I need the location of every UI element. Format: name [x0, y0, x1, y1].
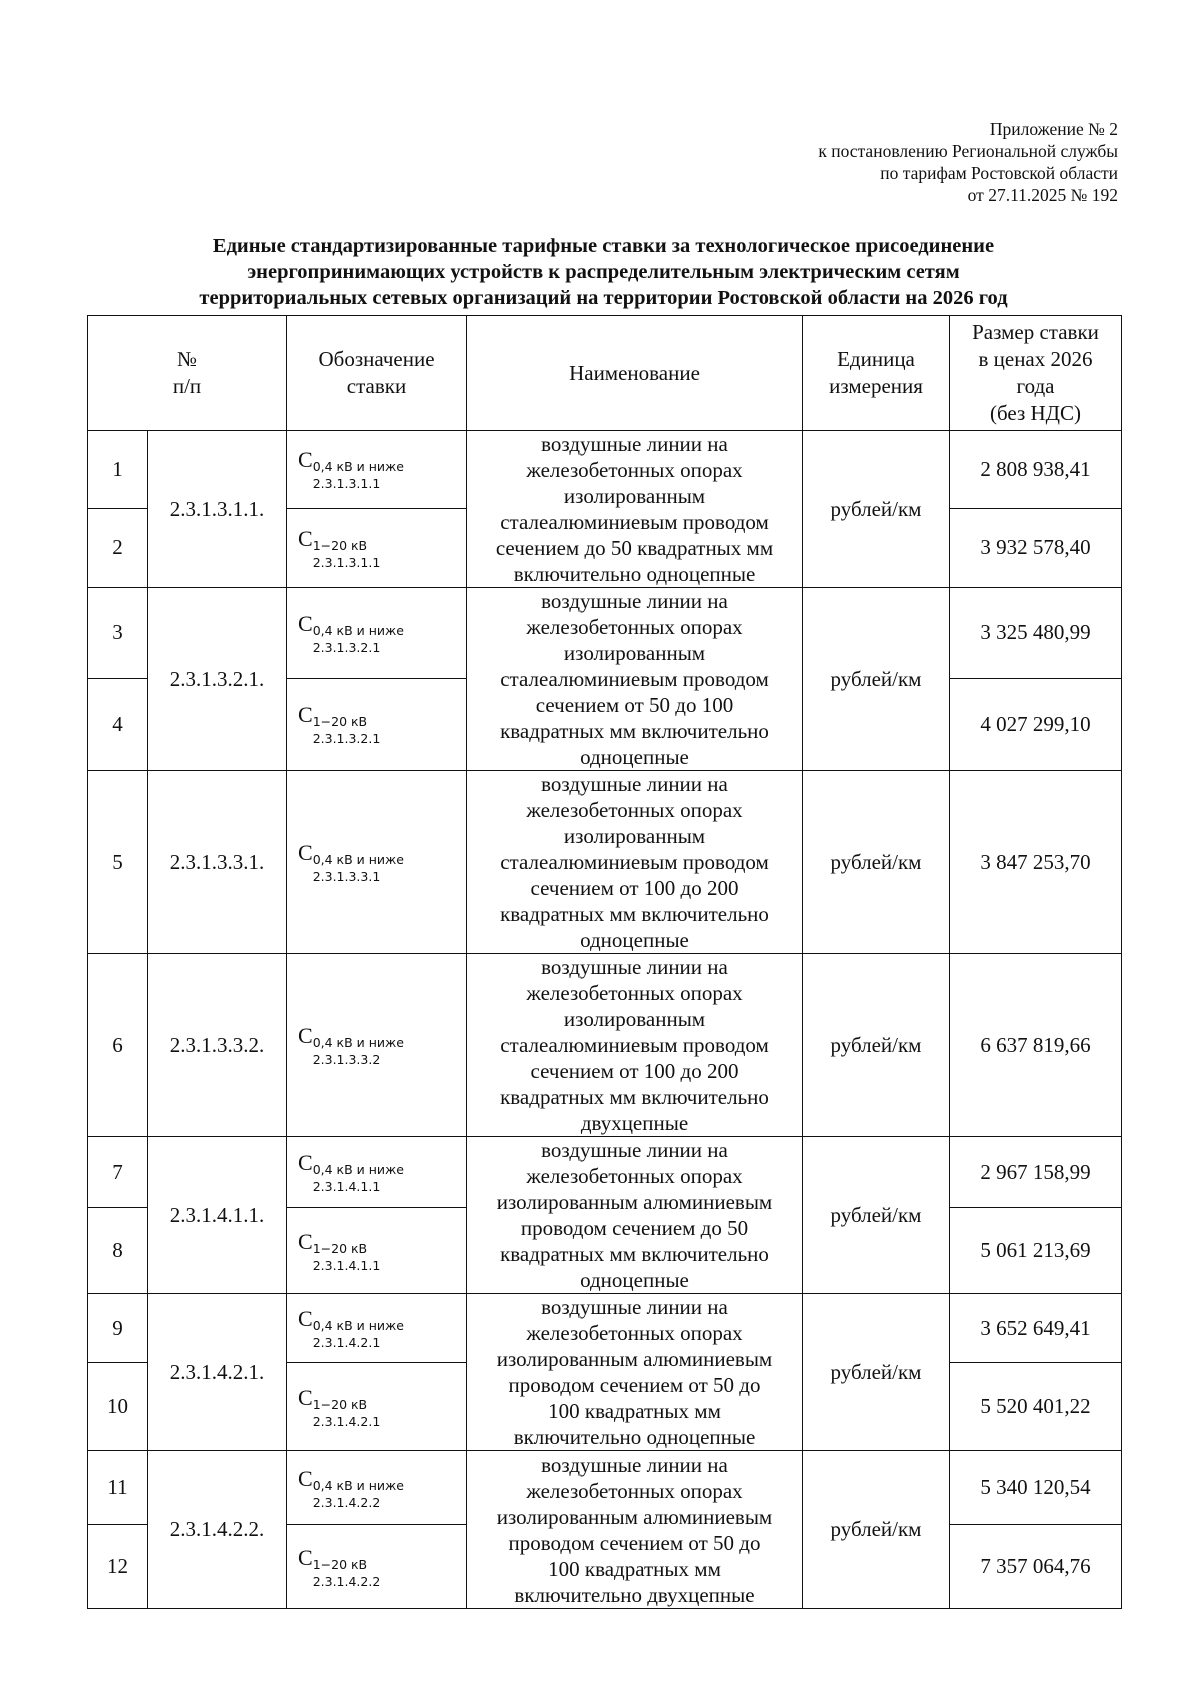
rate-name-line: сечением от 100 до 200 [530, 1059, 739, 1083]
rate-name-line: проводом сечением до 50 [520, 1216, 749, 1240]
rate-name-line: 100 квадратных мм [548, 1399, 721, 1423]
symbol-subscript: 2.3.1.3.1.1 [312, 476, 381, 492]
header-name: Наименование [467, 316, 803, 431]
rate-symbol [287, 1363, 467, 1451]
rate-name-line: сечением от 100 до 200 [530, 876, 739, 900]
appendix-line: к постановлению Региональной службы [818, 141, 1118, 161]
rate-value: 5 061 213,69 [950, 1208, 1122, 1294]
table-row [88, 1451, 1122, 1525]
rate-name-line: воздушные линии на [541, 1295, 728, 1319]
rate-name-line: воздушные линии на [541, 1138, 728, 1162]
rate-name [467, 954, 803, 1137]
rate-name [467, 1451, 803, 1609]
document-title [87, 233, 1120, 311]
rate-symbol [287, 678, 467, 770]
rate-name [467, 1294, 803, 1451]
unit-of-measure: рублей/км [803, 771, 950, 954]
title-line: территориальных сетевых организаций на территории Ростовской области на 2026 год [199, 287, 1008, 309]
rate-symbol [287, 771, 467, 954]
symbol-superscript: 0,4 кВ и ниже [312, 1035, 404, 1050]
symbol-subscript: 2.3.1.4.1.1 [312, 1179, 381, 1195]
rate-name-line: сталеалюминиевым проводом [500, 510, 769, 534]
row-number: 5 [88, 771, 148, 954]
rate-name-line: воздушные линии на [541, 589, 728, 613]
rate-name-line: сечением от 50 до 100 [535, 693, 734, 717]
rate-name-line: сталеалюминиевым проводом [500, 850, 769, 874]
title-line: энергопринимающих устройств к распределительным электрическим сетям [247, 261, 960, 283]
rate-name-line: железобетонных опорах [526, 1164, 743, 1188]
rate-name-line: изолированным [563, 641, 706, 665]
symbol-subscript: 2.3.1.3.3.1 [312, 869, 381, 884]
rate-name-line: проводом сечением от 50 до [508, 1530, 761, 1555]
symbol-letter: C [298, 610, 313, 636]
unit-of-measure: рублей/км [803, 431, 950, 588]
rate-name [467, 771, 803, 954]
rate-name-line: включительно одноцепные [513, 562, 756, 586]
symbol-subscript: 2.3.1.3.3.2 [312, 1052, 381, 1067]
rate-value: 5 520 401,22 [950, 1363, 1122, 1451]
rate-name-line: изолированным [563, 824, 706, 848]
rate-name [467, 588, 803, 771]
rate-name-line: 100 квадратных мм [548, 1556, 721, 1581]
rate-value: 2 967 158,99 [950, 1137, 1122, 1208]
header-number: № п/п [88, 316, 287, 431]
unit-of-measure: рублей/км [803, 1137, 950, 1294]
rate-value: 3 847 253,70 [950, 771, 1122, 954]
row-number: 2 [88, 508, 148, 587]
symbol-letter: C [298, 1228, 313, 1254]
symbol-superscript: 0,4 кВ и ниже [312, 1318, 404, 1334]
unit-of-measure: рублей/км [803, 1451, 950, 1609]
rate-value: 6 637 819,66 [950, 954, 1122, 1137]
rate-symbol [287, 508, 467, 587]
rate-name-line: воздушные линии на [541, 432, 728, 456]
symbol-superscript: 0,4 кВ и ниже [312, 1477, 404, 1493]
appendix-line: от 27.11.2025 № 192 [967, 185, 1118, 205]
row-number: 1 [88, 431, 148, 509]
rate-name-line: воздушные линии на [541, 1452, 728, 1477]
tariff-rates-table [87, 315, 1122, 1609]
row-number: 6 [88, 954, 148, 1137]
row-number: 11 [88, 1451, 148, 1525]
rate-name-line: квадратных мм включительно [500, 902, 769, 926]
rate-name-line: включительно одноцепные [513, 1425, 756, 1449]
rate-name-line: сталеалюминиевым проводом [500, 1033, 769, 1057]
symbol-letter: C [298, 1465, 313, 1491]
rate-value: 5 340 120,54 [950, 1451, 1122, 1525]
symbol-superscript: 1−20 кВ [312, 1396, 368, 1412]
symbol-letter: C [298, 840, 313, 865]
row-number: 8 [88, 1208, 148, 1294]
rate-name-line: квадратных мм включительно [500, 719, 769, 743]
symbol-letter: C [298, 447, 313, 473]
symbol-superscript: 1−20 кВ [312, 1556, 368, 1572]
table-row [88, 1137, 1122, 1208]
symbol-letter: C [298, 525, 313, 551]
rate-value: 7 357 064,76 [950, 1525, 1122, 1609]
table-row [88, 1294, 1122, 1363]
symbol-superscript: 0,4 кВ и ниже [312, 852, 404, 867]
appendix-reference [818, 118, 1118, 206]
symbol-superscript: 0,4 кВ и ниже [312, 1162, 404, 1178]
rate-value: 4 027 299,10 [950, 678, 1122, 770]
symbol-letter: C [298, 1306, 313, 1332]
symbol-subscript: 2.3.1.4.2.2 [312, 1494, 381, 1510]
rate-code: 2.3.1.3.3.1. [148, 771, 287, 954]
symbol-subscript: 2.3.1.4.2.1 [312, 1413, 381, 1429]
rate-code: 2.3.1.4.2.2. [148, 1451, 287, 1609]
row-number: 7 [88, 1137, 148, 1208]
rate-name-line: включительно двухцепные [514, 1582, 755, 1607]
rate-name-line: изолированным алюминиевым [496, 1190, 773, 1214]
header-rate: Размер ставки в ценах 2026 года (без НДС) [950, 316, 1122, 431]
rate-code: 2.3.1.4.2.1. [148, 1294, 287, 1451]
symbol-subscript: 2.3.1.3.2.1 [312, 639, 381, 655]
row-number: 9 [88, 1294, 148, 1363]
rate-name-line: сечением до 50 квадратных мм [495, 536, 774, 560]
symbol-subscript: 2.3.1.4.2.1 [312, 1335, 381, 1351]
rate-symbol [287, 588, 467, 679]
rate-value: 3 325 480,99 [950, 588, 1122, 679]
rate-name-line: железобетонных опорах [526, 798, 743, 822]
rate-name-line: изолированным алюминиевым [496, 1347, 773, 1371]
appendix-line: Приложение № 2 [989, 119, 1118, 139]
rate-name-line: изолированным [563, 1007, 706, 1031]
rate-symbol [287, 431, 467, 509]
rate-code: 2.3.1.3.1.1. [148, 431, 287, 588]
symbol-subscript: 2.3.1.4.2.2 [312, 1573, 381, 1589]
symbol-letter: C [298, 702, 313, 728]
rate-symbol [287, 1208, 467, 1294]
rate-name [467, 431, 803, 588]
header-designation: Обозначение ставки [287, 316, 467, 431]
symbol-letter: C [298, 1150, 313, 1176]
rate-name-line: железобетонных опорах [526, 615, 743, 639]
row-number: 4 [88, 678, 148, 770]
row-number: 3 [88, 588, 148, 679]
rate-name-line: железобетонных опорах [526, 1321, 743, 1345]
rate-name-line: изолированным [563, 484, 706, 508]
rate-name-line: квадратных мм включительно [500, 1242, 769, 1266]
symbol-superscript: 1−20 кВ [312, 714, 368, 730]
table-row [88, 431, 1122, 509]
rate-code: 2.3.1.4.1.1. [148, 1137, 287, 1294]
table-row [88, 954, 1122, 1137]
rate-symbol [287, 1525, 467, 1609]
rate-name-line: квадратных мм включительно [500, 1085, 769, 1109]
symbol-superscript: 0,4 кВ и ниже [312, 622, 404, 638]
rate-name-line: одноцепные [580, 1268, 689, 1292]
unit-of-measure: рублей/км [803, 588, 950, 771]
rate-name-line: одноцепные [580, 928, 689, 952]
rate-symbol [287, 1451, 467, 1525]
symbol-subscript: 2.3.1.4.1.1 [312, 1257, 381, 1273]
rate-name-line: железобетонных опорах [526, 981, 743, 1005]
rate-value: 2 808 938,41 [950, 431, 1122, 509]
symbol-letter: C [298, 1544, 313, 1570]
table-row [88, 771, 1122, 954]
appendix-line: по тарифам Ростовской области [880, 163, 1118, 183]
rate-symbol [287, 1137, 467, 1208]
symbol-subscript: 2.3.1.3.1.1 [312, 554, 381, 570]
rate-name-line: железобетонных опорах [526, 1478, 743, 1503]
rate-name [467, 1137, 803, 1294]
table-body [88, 431, 1122, 1609]
rate-name-line: двухцепные [580, 1111, 689, 1135]
symbol-letter: C [298, 1023, 313, 1048]
table-row [88, 588, 1122, 679]
rate-code: 2.3.1.3.3.2. [148, 954, 287, 1137]
rate-symbol [287, 1294, 467, 1363]
rate-name-line: воздушные линии на [541, 772, 728, 796]
rate-name-line: воздушные линии на [541, 955, 728, 979]
symbol-superscript: 1−20 кВ [312, 1240, 368, 1256]
rate-code: 2.3.1.3.2.1. [148, 588, 287, 771]
rate-name-line: проводом сечением от 50 до [508, 1373, 761, 1397]
rate-name-line: одноцепные [580, 745, 689, 769]
rate-symbol [287, 954, 467, 1137]
rate-value: 3 932 578,40 [950, 508, 1122, 587]
rate-name-line: железобетонных опорах [526, 458, 743, 482]
unit-of-measure: рублей/км [803, 1294, 950, 1451]
row-number: 10 [88, 1363, 148, 1451]
symbol-superscript: 0,4 кВ и ниже [312, 459, 404, 475]
row-number: 12 [88, 1525, 148, 1609]
symbol-letter: C [298, 1384, 313, 1410]
table-header-row [88, 316, 1122, 431]
header-unit: Единица измерения [803, 316, 950, 431]
symbol-subscript: 2.3.1.3.2.1 [312, 731, 381, 747]
title-line: Единые стандартизированные тарифные ставки за технологическое присоединение [212, 235, 995, 257]
rate-name-line: сталеалюминиевым проводом [500, 667, 769, 691]
unit-of-measure: рублей/км [803, 954, 950, 1137]
rate-value: 3 652 649,41 [950, 1294, 1122, 1363]
symbol-superscript: 1−20 кВ [312, 537, 368, 553]
rate-name-line: изолированным алюминиевым [496, 1504, 773, 1529]
